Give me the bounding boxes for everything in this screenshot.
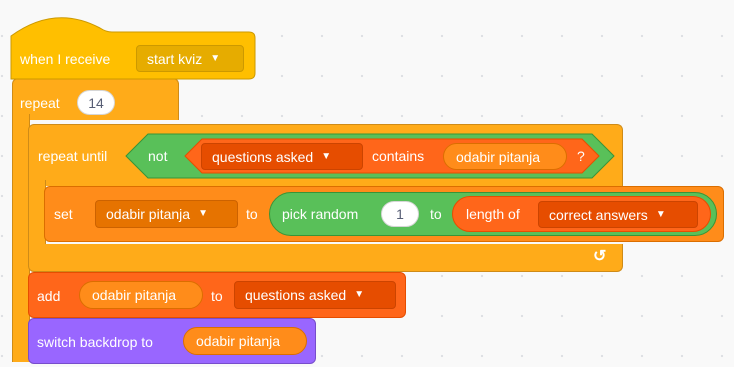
pick-random-to-label: to [430, 206, 442, 222]
length-of-label: length of [466, 206, 520, 222]
add-item-reporter[interactable]: odabir pitanja [79, 281, 203, 309]
loop-arrow-icon: ↺ [593, 248, 607, 265]
chevron-down-icon: ▼ [321, 150, 332, 162]
backdrop-value-reporter[interactable]: odabir pitanja [183, 327, 307, 355]
contains-label: contains [372, 148, 425, 164]
message-dropdown-label: start kviz [147, 50, 203, 67]
question-mark-label: ? [577, 148, 585, 164]
pick-random-from-input[interactable]: 1 [381, 201, 419, 227]
chevron-down-icon: ▼ [198, 208, 208, 219]
chevron-down-icon: ▼ [354, 289, 365, 300]
odabir-pitanja-reporter[interactable]: odabir pitanja [443, 143, 567, 170]
switch-backdrop-label: switch backdrop to [37, 334, 153, 350]
chevron-down-icon: ▼ [655, 208, 666, 220]
chevron-down-icon: ▼ [210, 52, 221, 64]
questions-asked-dropdown[interactable] [201, 143, 363, 170]
when-i-receive-label: when I receive [20, 51, 111, 67]
add-list-dropdown[interactable] [234, 281, 396, 309]
repeat-count-input[interactable]: 14 [77, 90, 115, 115]
add-to-label: to [211, 288, 223, 304]
repeat-label: repeat [20, 95, 60, 111]
add-label: add [37, 288, 61, 304]
message-dropdown[interactable] [136, 45, 244, 72]
set-variable-dropdown[interactable] [95, 200, 238, 228]
add-list-dropdown-label: questions asked [245, 287, 347, 303]
set-to-label: to [246, 206, 258, 222]
correct-answers-dropdown[interactable] [538, 201, 698, 228]
correct-answers-dropdown-label: correct answers [549, 206, 648, 223]
set-variable-dropdown-label: odabir pitanja [106, 206, 191, 222]
questions-asked-dropdown-label: questions asked [212, 148, 314, 165]
repeat-until-label: repeat until [38, 148, 108, 164]
set-label: set [54, 206, 73, 222]
pick-random-label: pick random [282, 206, 359, 222]
not-label: not [148, 148, 168, 164]
repeat-until-footer [28, 244, 623, 272]
